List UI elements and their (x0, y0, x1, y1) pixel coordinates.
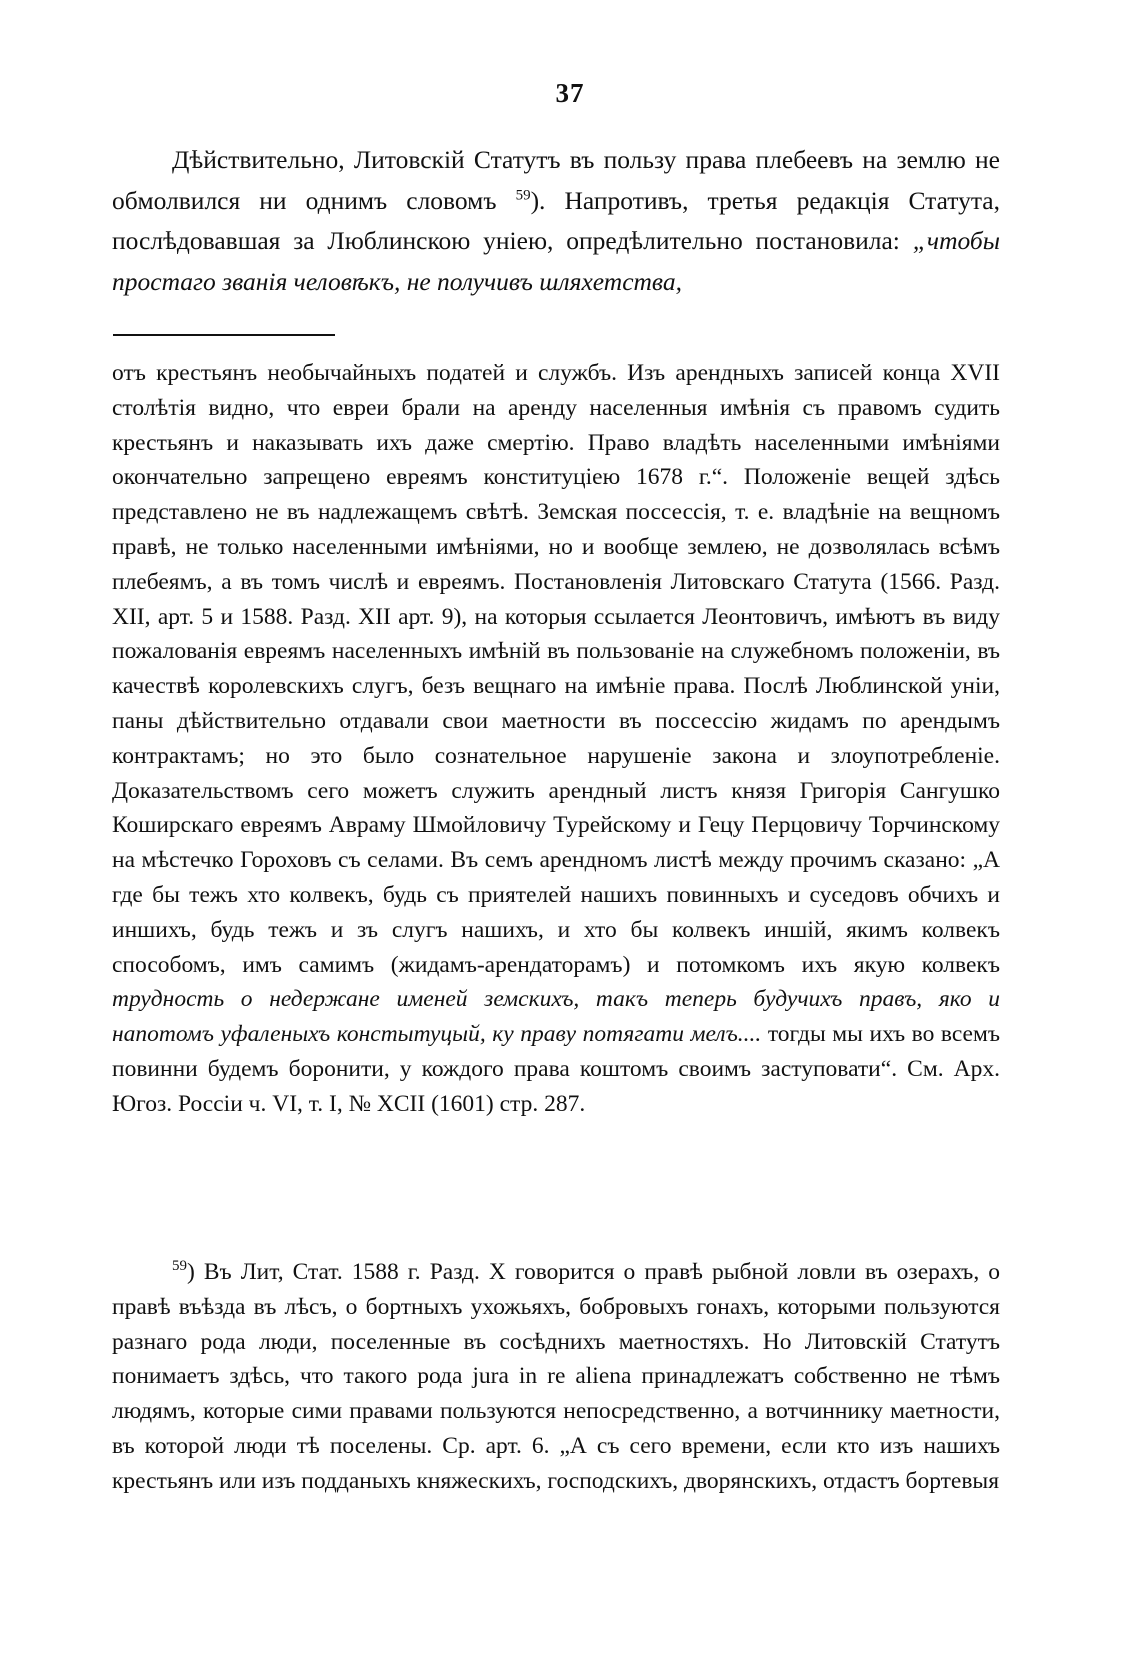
footnote-continuation (112, 356, 1000, 1122)
main-text-after-ref: ). Напротивъ, третья редакція Статута, послѣдовавшая за Люблинскою уніею, опредѣлительно постановила: (112, 185, 1000, 255)
footnote-cont-text-before: отъ крестьянъ необычайныхъ податей и службъ. Изъ арендныхъ записей конца XVII столѣтія видно, что евреи брали на аренду населенныя имѣнія съ правомъ судить крестьянъ и наказывать ихъ даже смертію. Право владѣть населенными имѣніями окончательно запрещено евреямъ конституціею 1678 г.“. Положеніе вещей здѣсь представлено не въ надлежащемъ свѣтѣ. Земская поссессія, т. е. владѣніе на вещномъ правѣ, не только населенными имѣніями, но и вообще землею, не дозволялась всѣмъ плебеямъ, а въ томъ числѣ и евреямъ. Постановленія Литовскаго Статута (1566. Разд. XII, арт. 5 и 1588. Разд. XII арт. 9), на которыя ссылается Леонтовичъ, имѣютъ въ виду пожалованія евреямъ населенныхъ имѣній въ пользованіе на служебномъ положеніи, въ качествѣ королевскихъ слугъ, безъ вещнаго на имѣніе права. Послѣ Люблинской уніи, паны дѣйствительно отдавали свои маетности въ поссессію жидамъ по арендымъ контрактамъ; но это было сознательное нарушеніе закона и злоупотребленіе. Доказательствомъ сего можетъ служить арендный листъ князя Григорія Сангушко Коширскаго евреямъ Авраму Шмойловичу Турейскому и Гецу Перцовичу Торчинскому на мѣстечко Гороховъ съ селами. Въ семъ арендномъ листѣ между прочимъ сказано: „А где бы тежъ хто колвекъ, будь съ приятелей нашихъ повинныхъ и суседовъ обчихъ и иншихъ, будь тежъ и зъ слугъ нашихъ, и хто бы колвекъ иншій, якимъ колвекъ способомъ, имъ самимъ (жидамъ-арендаторамъ) и потомкомъ ихъ якую колвекъ (112, 360, 1000, 978)
footnote-cont-text-after: тогды мы ихъ во всемъ повинни будемъ боронити, у кождого права коштомъ своимъ заступовати“. См. Арх. Югоз. Россіи ч. VI, т. I, № XCII (1601) стр. 287. (112, 1021, 1001, 1117)
footnote-cont-italic: трудность о недержане именей земскихъ, такъ теперь будучихъ правъ, яко и напотомъ уфаленыхъ констытуцый, ку праву потягати мелъ.... (112, 986, 1000, 1048)
footnote-divider (113, 334, 335, 336)
page-number: 37 (555, 78, 585, 108)
footnote-59 (112, 1255, 1000, 1499)
footnote-59-text: ) Въ Лит, Стат. 1588 г. Разд. X говорится о правѣ рыбной ловли въ озерахъ, о правѣ въѣзда въ лѣсъ, о бортныхъ ухожьяхъ, бобровыхъ гонахъ, которыми пользуются разнаго рода люди, поселенные въ сосѣднихъ маетностяхъ. Но Литовскій Статутъ понимаетъ здѣсь, что такого рода jura in re aliena принадлежатъ собственно не тѣмъ людямъ, которые сими правами пользуются непосредственно, а вотчиннику маетности, въ которой люди тѣ поселены. Ср. арт. 6. „А съ сего времени, если кто изъ нашихъ крестьянъ или изъ подданыхъ княжескихъ, господскихъ, дворянскихъ, отдастъ бортевыя (112, 1259, 1000, 1494)
main-italic-quote: „чтобы простаго званія человѣкъ, не получивъ шляхетства, (112, 226, 1000, 296)
main-paragraph (112, 140, 1000, 302)
main-text-before-ref: Дѣйствительно, Литовскій Статутъ въ пользу права плебеевъ на землю не обмолвился ни однимъ словомъ (112, 145, 1000, 215)
footnote-ref-59[interactable]: 59 (515, 187, 531, 203)
footnote-59-marker: 59 (172, 1258, 187, 1275)
